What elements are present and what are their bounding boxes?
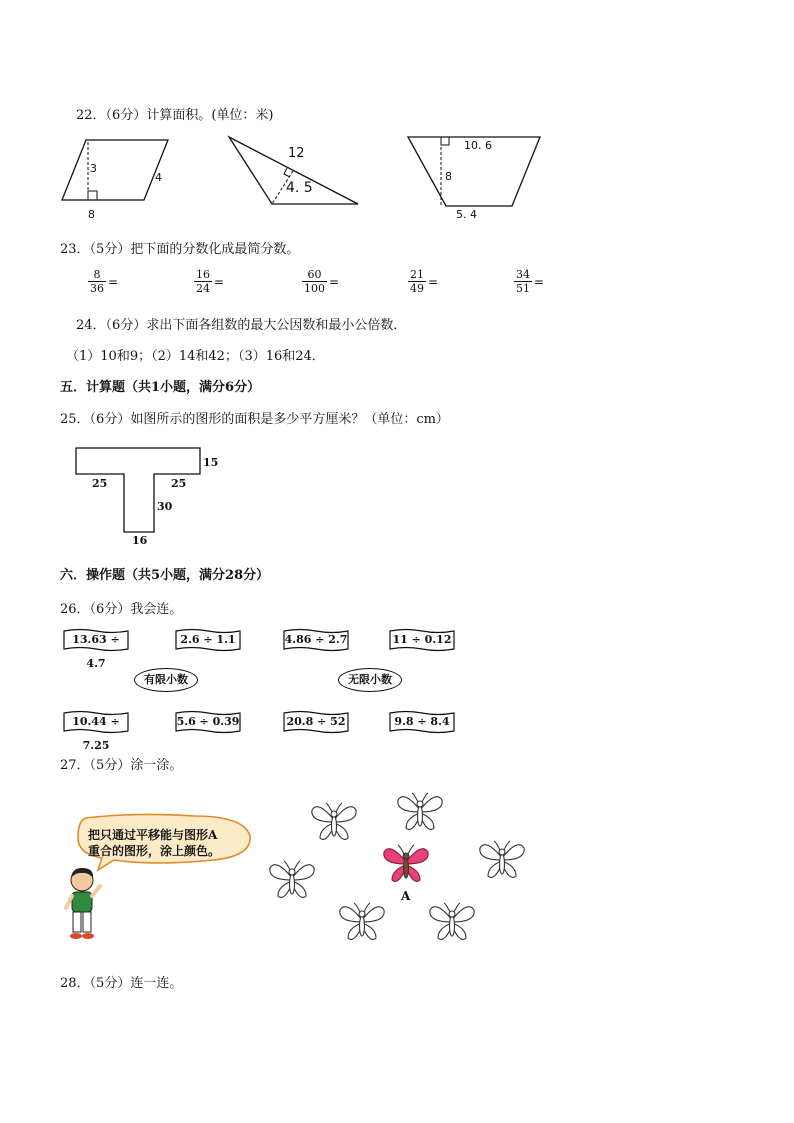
triangle-side-label: 12 (288, 146, 305, 161)
q24-items: （1）10和9；（2）14和42；（3）16和24． (66, 349, 325, 364)
butterfly-3[interactable] (476, 838, 528, 884)
expression-card-3-label: 4.86 ÷ 2.7 (284, 633, 348, 646)
fraction-2-numerator: 16 (196, 268, 210, 281)
q24-text: 24．（6分）求出下面各组数的最大公因数和最小公倍数． (76, 318, 407, 333)
fraction-4-numerator: 21 (410, 268, 424, 281)
expression-card-3[interactable] (282, 628, 350, 652)
butterfly-5[interactable] (336, 900, 388, 946)
butterfly-4[interactable] (266, 858, 318, 904)
fraction-1-denominator: 36 (90, 282, 104, 295)
t-stem-height-label: 30 (157, 500, 173, 513)
fraction-3-equals: = (329, 274, 340, 289)
expression-card-4[interactable] (388, 628, 456, 652)
fraction-4-denominator: 49 (410, 282, 424, 295)
fraction-4 (408, 268, 438, 295)
fraction-3-denominator: 100 (304, 282, 325, 295)
fraction-3 (302, 268, 339, 295)
expression-card-7[interactable] (282, 710, 350, 734)
fraction-5 (514, 268, 544, 295)
t-stem-width-label: 16 (132, 534, 148, 547)
t-shape (74, 446, 224, 550)
infinite-decimal-oval[interactable]: 无限小数 (338, 668, 402, 692)
fraction-1-equals: = (108, 274, 119, 289)
section-6-heading: 六．操作题（共5小题，满分28分） (60, 568, 270, 583)
butterfly-2[interactable] (394, 790, 446, 836)
t-left-label: 25 (92, 477, 108, 490)
speech-bubble (74, 812, 256, 872)
fraction-2 (194, 268, 224, 295)
speech-line-2: 重合的图形，涂上颜色。 (88, 844, 221, 858)
butterfly-1[interactable] (308, 800, 360, 846)
expression-card-2[interactable] (174, 628, 242, 652)
finite-decimal-oval[interactable]: 有限小数 (134, 668, 198, 692)
t-top-height-label: 15 (203, 456, 219, 469)
expression-card-4-label: 11 ÷ 0.12 (392, 633, 452, 646)
parallelogram-figure (58, 136, 178, 226)
parallelogram-side-label: 4 (155, 171, 162, 184)
triangle-height-label: 4. 5 (286, 180, 313, 196)
q26-text: 26．（6分）我会连。 (60, 602, 183, 617)
expression-card-5-label: 10.44 ÷ 7.25 (72, 715, 120, 752)
butterfly-a (380, 842, 432, 888)
fraction-3-numerator: 60 (307, 268, 322, 281)
expression-card-8-label: 9.8 ÷ 8.4 (394, 715, 450, 728)
butterfly-a-label: A (401, 889, 411, 903)
fraction-2-equals: = (214, 274, 225, 289)
section-5-heading: 五．计算题（共1小题，满分6分） (60, 380, 261, 395)
trapezoid-height-label: 8 (445, 170, 452, 183)
q28-text: 28．（5分）连一连。 (60, 976, 183, 991)
parallelogram-height-label: 3 (90, 162, 97, 175)
t-shape-figure (74, 446, 224, 550)
expression-card-1-label: 13.63 ÷ 4.7 (72, 633, 120, 670)
fraction-1 (88, 268, 118, 295)
trapezoid-bottom-label: 5. 4 (456, 208, 477, 221)
q22-text: 22．（6分）计算面积。(单位：米) (76, 108, 274, 123)
parallelogram-base-label: 8 (88, 208, 95, 221)
expression-card-2-label: 2.6 ÷ 1.1 (180, 633, 236, 646)
expression-card-6[interactable] (174, 710, 242, 734)
trapezoid-top-label: 10. 6 (464, 139, 492, 152)
speech-line-1: 把只通过平移能与图形A (88, 828, 218, 842)
triangle-figure (226, 134, 366, 214)
fraction-5-equals: = (534, 274, 545, 289)
t-right-label: 25 (171, 477, 187, 490)
butterfly-6[interactable] (426, 900, 478, 946)
q25-text: 25．（6分）如图所示的图形的面积是多少平方厘米？（单位：cm） (60, 412, 449, 427)
trapezoid-figure (404, 134, 544, 224)
expression-card-6-label: 5.6 ÷ 0.39 (176, 715, 240, 728)
q23-text: 23．（5分）把下面的分数化成最简分数。 (60, 242, 300, 257)
expression-card-8[interactable] (388, 710, 456, 734)
fraction-5-denominator: 51 (516, 282, 530, 295)
fraction-5-numerator: 34 (516, 268, 530, 281)
fraction-2-denominator: 24 (196, 282, 210, 295)
expression-card-5[interactable] (62, 710, 130, 752)
fraction-1-numerator: 8 (93, 268, 101, 281)
expression-card-7-label: 20.8 ÷ 52 (286, 715, 346, 728)
boy-illustration (58, 866, 108, 946)
fraction-4-equals: = (428, 274, 439, 289)
expression-card-1[interactable] (62, 628, 130, 670)
q27-text: 27．（5分）涂一涂。 (60, 758, 183, 773)
